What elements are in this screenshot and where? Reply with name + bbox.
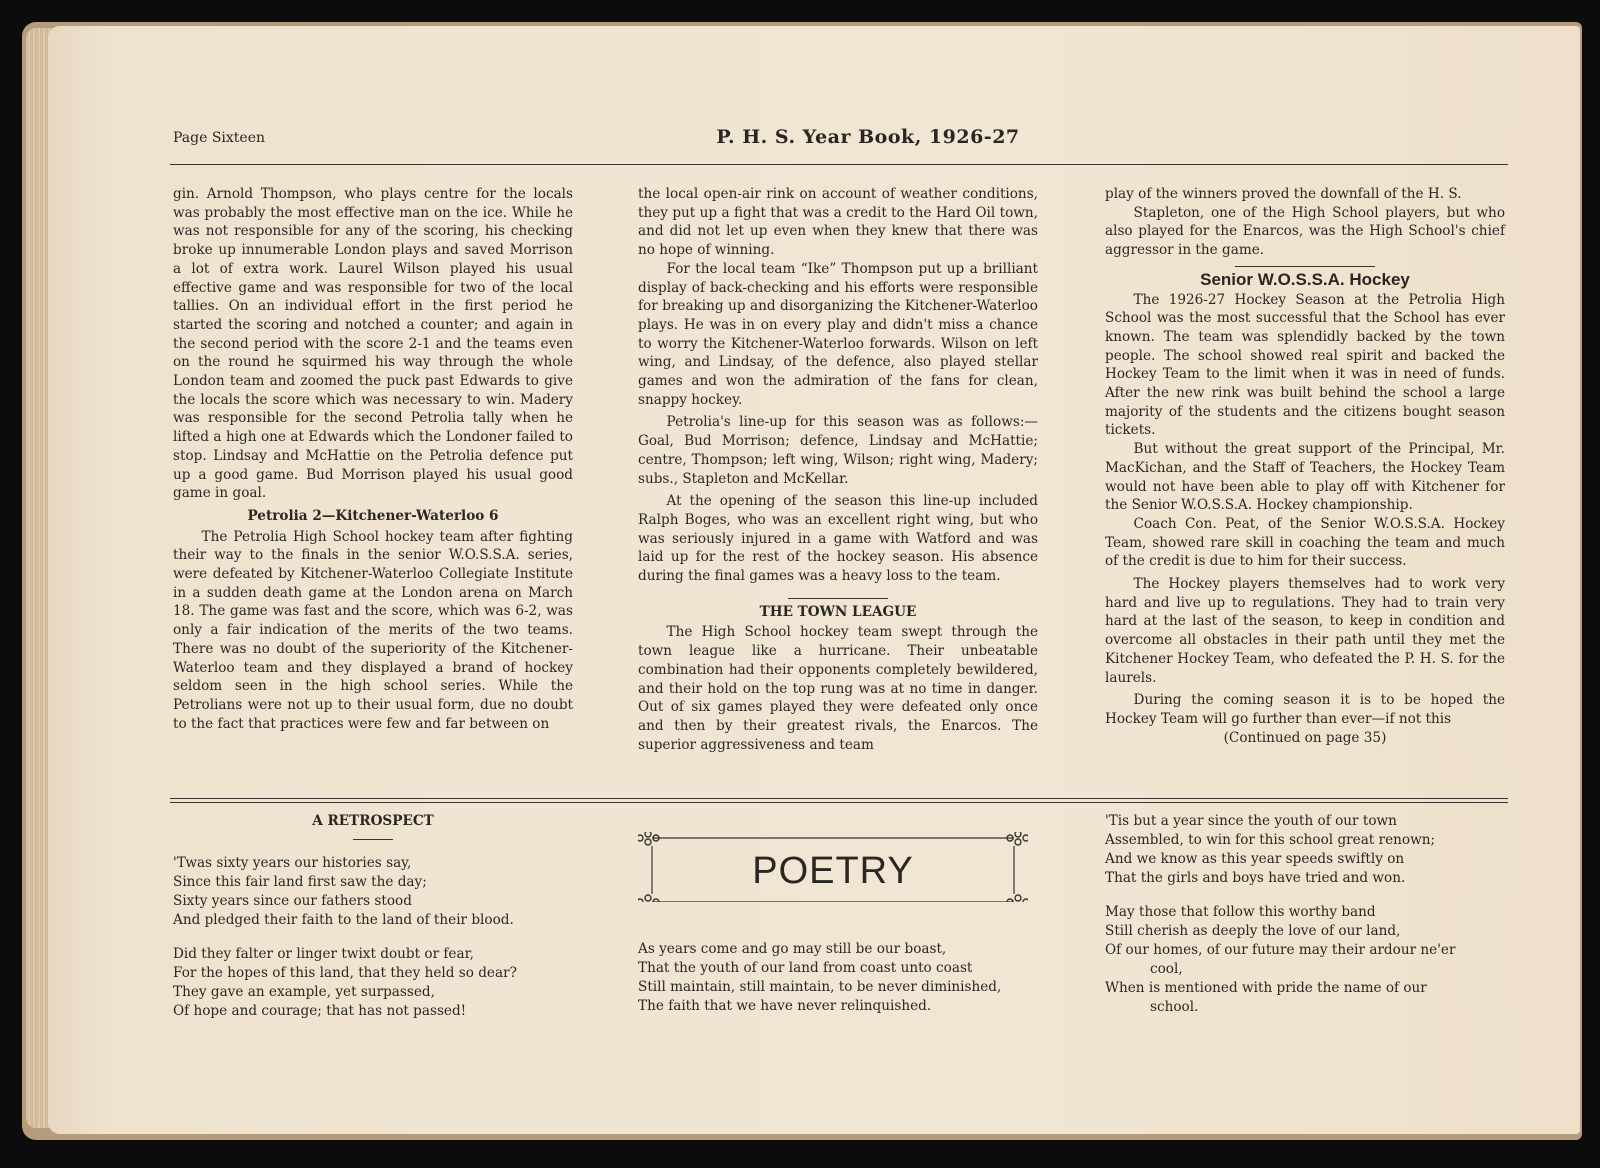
poem-line: The faith that we have never relinquished. — [638, 998, 932, 1014]
poem-line: For the hopes of this land, that they held so dear? — [173, 965, 517, 981]
poem-line: That the girls and boys have tried and won. — [1105, 870, 1406, 886]
article-heading: Petrolia 2—Kitchener-Waterloo 6 — [247, 507, 499, 524]
title-rule — [353, 839, 393, 840]
poem-line: Since this fair land first saw the day; — [173, 874, 427, 890]
poem-line: And pledged their faith to the land of their blood. — [173, 912, 514, 928]
poem-line: 'Twas sixty years our histories say, — [173, 855, 412, 871]
paragraph: The 1926-27 Hockey Season at the Petrolia High School was the most successful that the School has ever known. The team was splendidly backed by the town people. The school showed real spirit and backed the Hockey Team to the limit when it was in need of funds. After the new rink was built behind the school a large majority of the students and the citizens bought season tickets. — [1105, 291, 1505, 439]
paragraph: At the opening of the season this line-up included Ralph Boges, who was an excellent right wing, but who was seriously injured in a game with Watford and was laid up for the rest of the hockey season. His absence during the final games was a heavy loss to the team. — [638, 493, 1038, 585]
paragraph: During the coming season it is to be hoped the Hockey Team will go further than ever—if not this — [1105, 692, 1505, 727]
page-number: Page Sixteen — [173, 130, 266, 146]
poem-line: They gave an example, yet surpassed, — [173, 984, 435, 1000]
stanza — [173, 945, 573, 1021]
paragraph: For the local team “Ike” Thompson put up a brilliant display of back-checking and his efforts were responsible for breaking up and disorganizing the Kitchener-Waterloo plays. He was in on every play and didn't miss a chance to worry the Kitchener-Waterloo forwards. Wilson on left wing, and Lindsay, of the defence, also played stellar games and won the admiration of the fans for clean, snappy hockey. — [638, 260, 1038, 408]
section-heading: THE TOWN LEAGUE — [759, 603, 917, 620]
paragraph: The High School hockey team swept through the town league like a hurricane. Their unbeatable combination had their opponents completely bewildered, and their hold on the top rung was at no time in danger. Out of six games played they were defeated only once and then by their greatest rivals, the Enarcos. The superior aggressiveness and team — [638, 624, 1038, 753]
paragraph: Stapleton, one of the High School players, but who also played for the Enarcos, was the High School's chief aggressor in the game. — [1105, 204, 1505, 259]
poem-line: And we know as this year speeds swiftly on — [1105, 851, 1405, 867]
stanza — [1105, 903, 1515, 1017]
stanza — [1105, 812, 1515, 888]
poem-line: Still maintain, still maintain, to be never diminished, — [638, 979, 1002, 995]
poetry-rule-bottom — [170, 802, 1508, 803]
paragraph: gin. Arnold Thompson, who plays centre for the locals was probably the most effective man on the ice. While he was not responsible for any of the scoring, his checking broke up innumerable London plays and saved Morrison a lot of extra work. Laurel Wilson played his usual effective game and was responsible for two of the local tallies. On an individual effort in the first period he started the scoring and notched a counter; and again in the second period with the score 2-1 and the teams even on the round he squirmed his way through the whole London team and zoomed the puck past Edwards to give the locals the score which was necessary to win. Madery was responsible for the second Petrolia tally when he lifted a high one at Edwards which the Londoner failed to stop. Lindsay and McHattie on the Petrolia defence put up a good game. Bud Morrison played his usual good game in goal. — [173, 186, 573, 502]
poem-line: Did they falter or linger twixt doubt or fear, — [173, 946, 474, 962]
poem-line: Sixty years since our fathers stood — [173, 893, 412, 909]
poem-line: 'Tis but a year since the youth of our town — [1105, 813, 1397, 829]
poem-line: When is mentioned with pride the name of our — [1105, 980, 1427, 996]
stanza — [638, 940, 1048, 1016]
section-rule — [1235, 266, 1375, 267]
paragraph: But without the great support of the Principal, Mr. MacKichan, and the Staff of Teachers, the Hockey Team would not have been able to play off with Kitchener for the Senior W.O.S.S.A. Hockey championship. — [1105, 441, 1505, 514]
poem-left — [173, 812, 573, 1036]
running-title: P. H. S. Year Book, 1926-27 — [716, 126, 1020, 148]
paragraph: Coach Con. Peat, of the Senior W.O.S.S.A. Hockey Team, showed rare skill in coaching the team and much of the credit is due to him for their success. — [1105, 515, 1505, 570]
section-rule — [788, 598, 888, 599]
continued-note: (Continued on page 35) — [1223, 729, 1387, 746]
yearbook-page — [48, 26, 1580, 1134]
paragraph: The Hockey players themselves had to work very hard and live up to regulations. They had to train very hard at the last of the season, to keep in condition and overcome all obstacles in their path until they met the Kitchener Hockey Team, who defeated the P. H. S. for the laurels. — [1105, 576, 1505, 686]
paragraph: the local open-air rink on account of weather conditions, they put up a fight that was a credit to the Hard Oil town, and did not let up even when they knew that there was no hope of winning. — [638, 186, 1038, 259]
paragraph: The Petrolia High School hockey team after fighting their way to the finals in the senior W.O.S.S.A. series, were defeated by Kitchener-Waterloo Collegiate Institute in a sudden death game at the London arena on March 18. The game was fast and the score, which was 6-2, was only a fair indication of the merits of the two teams. There was no doubt of the superiority of the Kitchener-Waterloo team and they displayed a brand of hockey seldom seen in the high school series. While the Petrolians were not up to their usual form, due no doubt to the fact that practices were few and far between on — [173, 528, 573, 732]
right-column — [1105, 185, 1505, 747]
header-rule — [170, 164, 1508, 165]
poem-line: Assembled, to win for this school great renown; — [1105, 832, 1436, 848]
left-column — [173, 185, 573, 733]
poem-middle — [638, 940, 1048, 1031]
poem-line: May those that follow this worthy band — [1105, 904, 1376, 920]
poetry-banner — [638, 832, 1028, 902]
paragraph: play of the winners proved the downfall of the H. S. — [1105, 186, 1462, 202]
section-heading: Senior W.O.S.S.A. Hockey — [1200, 269, 1410, 289]
paragraph: Petrolia's line-up for this season was as follows:—Goal, Bud Morrison; defence, Lindsay and McHattie; centre, Thompson; left wing, Wilson; right wing, Madery; subs., Stapleton and McKellar. — [638, 414, 1038, 487]
poem-line: cool, — [1150, 961, 1183, 977]
middle-column — [638, 185, 1038, 754]
poem-line: Of our homes, of our future may their ardour ne'er — [1105, 942, 1456, 958]
poetry-rule-top — [170, 798, 1508, 799]
poem-line: That the youth of our land from coast unto coast — [638, 960, 973, 976]
poem-right — [1105, 812, 1515, 1032]
poem-line: As years come and go may still be our boast, — [638, 941, 947, 957]
poetry-title: POETRY — [752, 850, 914, 892]
poem-line: Of hope and courage; that has not passed! — [173, 1003, 467, 1019]
stanza — [173, 854, 573, 930]
poem-title: A RETROSPECT — [312, 813, 434, 829]
poem-line: Still cherish as deeply the love of our land, — [1105, 923, 1401, 939]
poem-line: school. — [1150, 999, 1199, 1015]
